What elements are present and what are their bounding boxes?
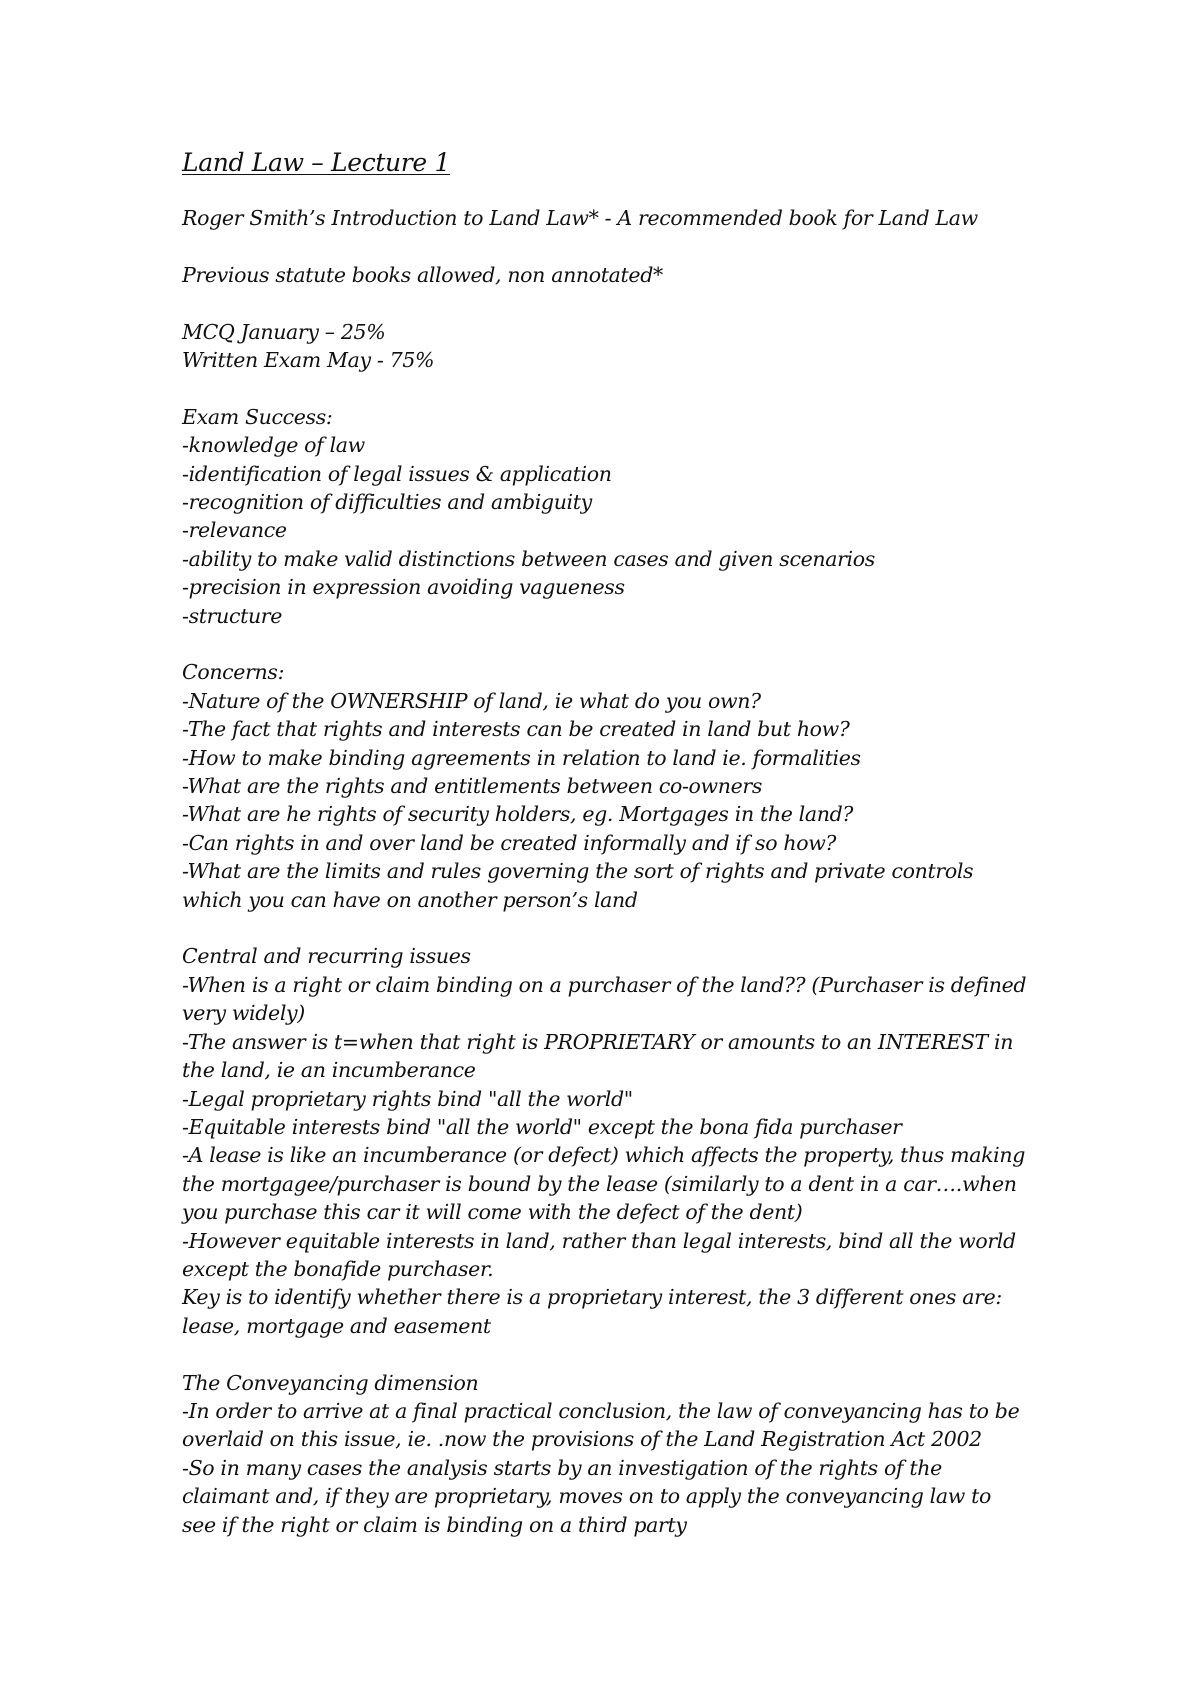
central-issues-line: -When is a right or claim binding on a purchaser of the land?? (Purchaser is defined — [182, 972, 1027, 997]
central-issues-line: except the bonafide purchaser. — [182, 1256, 494, 1281]
exam-success-item: -relevance — [182, 518, 287, 543]
central-issues-section — [182, 942, 1062, 1340]
concerns-line: -Can rights in and over land be created informally and if so how? — [182, 830, 837, 855]
central-issues-line: lease, mortgage and easement — [182, 1313, 491, 1338]
central-issues-line: -A lease is like an incumberance (or defect) which affects the property, thus making — [182, 1143, 1025, 1168]
central-issues-line: -The answer is t=when that right is PROPRIETARY or amounts to an INTEREST in — [182, 1029, 1014, 1054]
central-issues-line: -However equitable interests in land, rather than legal interests, bind all the world — [182, 1228, 1016, 1253]
central-issues-line: the land, ie an incumberance — [182, 1058, 476, 1083]
concerns-line: -What are he rights of security holders, eg. Mortgages in the land? — [182, 802, 854, 827]
exam-success-item: -structure — [182, 603, 283, 628]
exam-success-item: -precision in expression avoiding vagueness — [182, 575, 625, 600]
central-issues-line: -Legal proprietary rights bind "all the world" — [182, 1086, 633, 1111]
exam-success-heading: Exam Success: — [182, 404, 333, 429]
concerns-line: -Nature of the OWNERSHIP of land, ie what do you own? — [182, 688, 761, 713]
conveyancing-heading: The Conveyancing dimension — [182, 1370, 479, 1395]
assessment-section — [182, 318, 1062, 375]
conveyancing-line: see if the right or claim is binding on a third party — [182, 1512, 687, 1537]
central-issues-line: -Equitable interests bind "all the world" except the bona fida purchaser — [182, 1114, 902, 1139]
document-body — [182, 148, 1062, 1567]
assessment-written-exam: Written Exam May - 75% — [182, 348, 435, 372]
concerns-line: -The fact that rights and interests can be created in land but how? — [182, 717, 850, 742]
concerns-heading: Concerns: — [182, 660, 285, 685]
exam-success-item: -identification of legal issues & application — [182, 461, 612, 486]
concerns-line: -What are the limits and rules governing the sort of rights and private controls — [182, 859, 974, 884]
concerns-line: -What are the rights and entitlements between co-owners — [182, 774, 763, 799]
central-issues-line: you purchase this car it will come with the defect of the dent) — [182, 1200, 803, 1225]
central-issues-line: very widely) — [182, 1001, 305, 1026]
central-issues-line: Key is to identify whether there is a proprietary interest, the 3 different ones are: — [182, 1285, 1002, 1310]
conveyancing-line: -So in many cases the analysis starts by an investigation of the rights of the — [182, 1455, 942, 1480]
concerns-line: -How to make binding agreements in relation to land ie. formalities — [182, 745, 861, 770]
conveyancing-line: claimant and, if they are proprietary, moves on to apply the conveyancing law to — [182, 1484, 991, 1509]
exam-success-section — [182, 403, 1062, 630]
concerns-section — [182, 658, 1062, 914]
conveyancing-line: -In order to arrive at a final practical conclusion, the law of conveyancing has to be — [182, 1398, 1020, 1423]
conveyancing-section — [182, 1369, 1062, 1539]
central-issues-line: the mortgagee/purchaser is bound by the lease (similarly to a dent in a car….when — [182, 1171, 1017, 1196]
exam-success-item: -recognition of difficulties and ambiguity — [182, 490, 592, 515]
statute-books-line: Previous statute books allowed, non annotated* — [182, 262, 663, 287]
recommended-book-line: Roger Smith’s Introduction to Land Law* - A recommended book for Land Law — [182, 206, 978, 230]
central-issues-heading: Central and recurring issues — [182, 944, 471, 969]
exam-success-item: -knowledge of law — [182, 433, 365, 458]
exam-success-item: -ability to make valid distinctions between cases and given scenarios — [182, 546, 875, 571]
document-title: Land Law – Lecture 1 — [182, 148, 451, 177]
conveyancing-line: overlaid on this issue, ie. .now the provisions of the Land Registration Act 2002 — [182, 1427, 982, 1452]
assessment-mcq: MCQ January – 25% — [182, 319, 386, 344]
concerns-line: which you can have on another person’s land — [182, 887, 638, 912]
